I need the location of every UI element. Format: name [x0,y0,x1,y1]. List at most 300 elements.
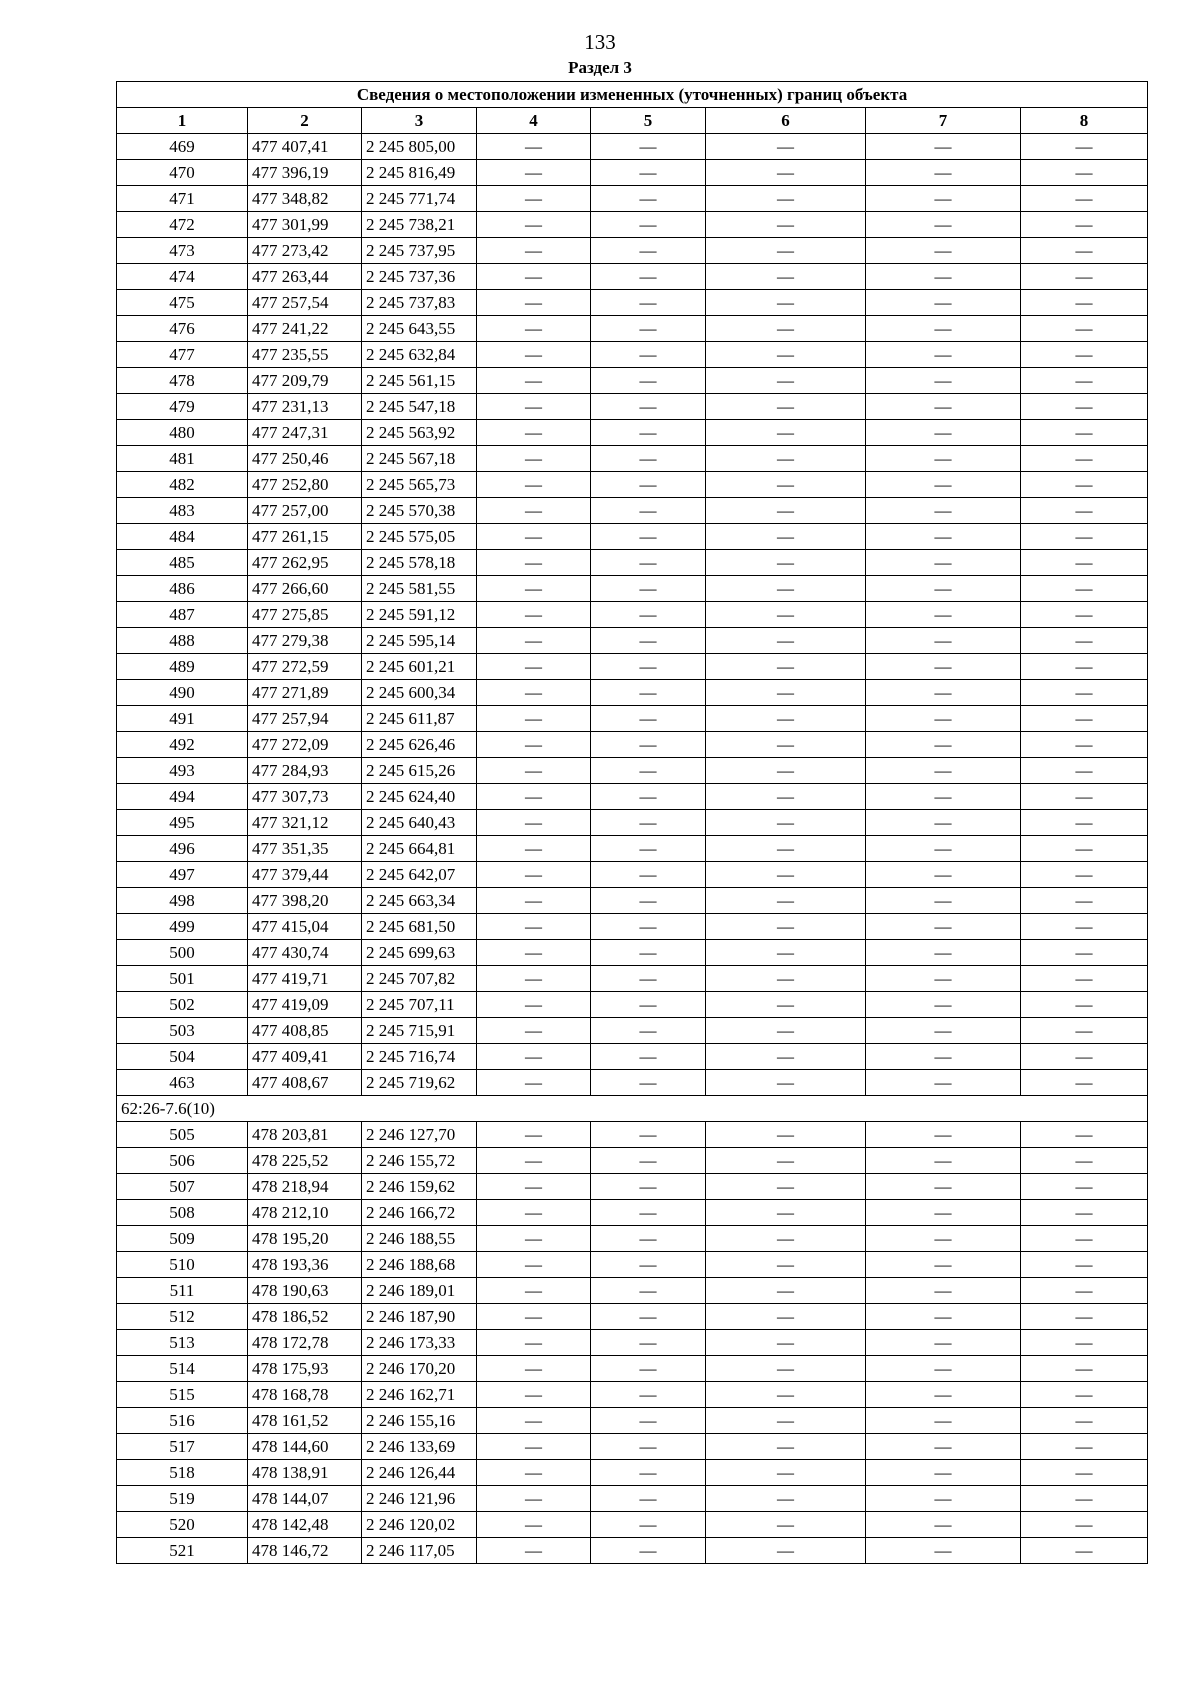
empty-cell-col-4: — [477,992,591,1018]
empty-cell-col-4: — [477,1512,591,1538]
empty-cell-col-6: — [706,498,866,524]
empty-cell-col-7: — [866,316,1021,342]
empty-cell-col-6: — [706,576,866,602]
y-coordinate-cell: 2 246 121,96 [362,1486,477,1512]
x-coordinate-cell: 477 235,55 [248,342,362,368]
point-number-cell: 490 [117,680,248,706]
empty-cell-col-4: — [477,264,591,290]
y-coordinate-cell: 2 245 575,05 [362,524,477,550]
y-coordinate-cell: 2 245 591,12 [362,602,477,628]
empty-cell-col-7: — [866,160,1021,186]
empty-cell-col-7: — [866,186,1021,212]
empty-cell-col-5: — [591,888,706,914]
empty-cell-col-8: — [1021,810,1148,836]
empty-cell-col-5: — [591,576,706,602]
empty-cell-col-5: — [591,1512,706,1538]
empty-cell-col-5: — [591,1174,706,1200]
empty-cell-col-6: — [706,394,866,420]
x-coordinate-cell: 477 396,19 [248,160,362,186]
empty-cell-col-5: — [591,186,706,212]
empty-cell-col-8: — [1021,628,1148,654]
point-number-cell: 509 [117,1226,248,1252]
table-row [117,1174,1148,1200]
point-number-cell: 489 [117,654,248,680]
point-number-cell: 520 [117,1512,248,1538]
empty-cell-col-7: — [866,836,1021,862]
table-row [117,758,1148,784]
x-coordinate-cell: 478 190,63 [248,1278,362,1304]
x-coordinate-cell: 478 212,10 [248,1200,362,1226]
empty-cell-col-4: — [477,940,591,966]
y-coordinate-cell: 2 246 188,55 [362,1226,477,1252]
empty-cell-col-4: — [477,550,591,576]
empty-cell-col-7: — [866,862,1021,888]
y-coordinate-cell: 2 245 643,55 [362,316,477,342]
empty-cell-col-6: — [706,602,866,628]
empty-cell-col-4: — [477,342,591,368]
table-row [117,1434,1148,1460]
x-coordinate-cell: 477 257,94 [248,706,362,732]
empty-cell-col-8: — [1021,420,1148,446]
y-coordinate-cell: 2 245 664,81 [362,836,477,862]
y-coordinate-cell: 2 246 117,05 [362,1538,477,1564]
empty-cell-col-7: — [866,238,1021,264]
column-header-2: 2 [248,108,362,134]
y-coordinate-cell: 2 246 162,71 [362,1382,477,1408]
point-number-cell: 498 [117,888,248,914]
empty-cell-col-4: — [477,1538,591,1564]
empty-cell-col-6: — [706,342,866,368]
empty-cell-col-8: — [1021,862,1148,888]
empty-cell-col-6: — [706,290,866,316]
empty-cell-col-7: — [866,524,1021,550]
point-number-cell: 496 [117,836,248,862]
y-coordinate-cell: 2 245 737,95 [362,238,477,264]
empty-cell-col-4: — [477,1382,591,1408]
table-row [117,914,1148,940]
empty-cell-col-8: — [1021,784,1148,810]
empty-cell-col-8: — [1021,1278,1148,1304]
empty-cell-col-6: — [706,1382,866,1408]
point-number-cell: 495 [117,810,248,836]
empty-cell-col-7: — [866,394,1021,420]
empty-cell-col-6: — [706,862,866,888]
table-row [117,264,1148,290]
empty-cell-col-7: — [866,264,1021,290]
empty-cell-col-5: — [591,1486,706,1512]
empty-cell-col-7: — [866,420,1021,446]
point-number-cell: 474 [117,264,248,290]
empty-cell-col-5: — [591,784,706,810]
empty-cell-col-5: — [591,654,706,680]
column-header-row [117,108,1148,134]
x-coordinate-cell: 477 271,89 [248,680,362,706]
table-row [117,862,1148,888]
x-coordinate-cell: 477 257,00 [248,498,362,524]
table-row [117,238,1148,264]
y-coordinate-cell: 2 245 640,43 [362,810,477,836]
x-coordinate-cell: 477 247,31 [248,420,362,446]
empty-cell-col-6: — [706,706,866,732]
empty-cell-col-8: — [1021,1538,1148,1564]
y-coordinate-cell: 2 245 681,50 [362,914,477,940]
y-coordinate-cell: 2 245 595,14 [362,628,477,654]
column-header-1: 1 [117,108,248,134]
x-coordinate-cell: 477 209,79 [248,368,362,394]
empty-cell-col-6: — [706,524,866,550]
empty-cell-col-7: — [866,1226,1021,1252]
table-row [117,1148,1148,1174]
empty-cell-col-8: — [1021,394,1148,420]
x-coordinate-cell: 477 348,82 [248,186,362,212]
empty-cell-col-7: — [866,888,1021,914]
point-number-cell: 507 [117,1174,248,1200]
empty-cell-col-6: — [706,914,866,940]
y-coordinate-cell: 2 246 166,72 [362,1200,477,1226]
empty-cell-col-7: — [866,1148,1021,1174]
y-coordinate-cell: 2 245 719,62 [362,1070,477,1096]
y-coordinate-cell: 2 245 816,49 [362,160,477,186]
empty-cell-col-7: — [866,1174,1021,1200]
empty-cell-col-6: — [706,836,866,862]
empty-cell-col-6: — [706,264,866,290]
empty-cell-col-4: — [477,1122,591,1148]
empty-cell-col-6: — [706,238,866,264]
table-row [117,1122,1148,1148]
empty-cell-col-7: — [866,654,1021,680]
y-coordinate-cell: 2 245 561,15 [362,368,477,394]
empty-cell-col-5: — [591,212,706,238]
point-number-cell: 471 [117,186,248,212]
y-coordinate-cell: 2 246 120,02 [362,1512,477,1538]
empty-cell-col-4: — [477,914,591,940]
column-header-6: 6 [706,108,866,134]
x-coordinate-cell: 477 250,46 [248,446,362,472]
y-coordinate-cell: 2 245 547,18 [362,394,477,420]
x-coordinate-cell: 477 398,20 [248,888,362,914]
empty-cell-col-4: — [477,1044,591,1070]
x-coordinate-cell: 477 263,44 [248,264,362,290]
empty-cell-col-5: — [591,810,706,836]
x-coordinate-cell: 477 252,80 [248,472,362,498]
y-coordinate-cell: 2 246 127,70 [362,1122,477,1148]
x-coordinate-cell: 477 408,67 [248,1070,362,1096]
empty-cell-col-8: — [1021,992,1148,1018]
point-number-cell: 476 [117,316,248,342]
empty-cell-col-4: — [477,1226,591,1252]
page-number: 133 [584,30,616,54]
empty-cell-col-5: — [591,1304,706,1330]
empty-cell-col-6: — [706,1512,866,1538]
empty-cell-col-8: — [1021,1018,1148,1044]
x-coordinate-cell: 477 419,71 [248,966,362,992]
y-coordinate-cell: 2 245 738,21 [362,212,477,238]
x-coordinate-cell: 477 408,85 [248,1018,362,1044]
point-number-cell: 491 [117,706,248,732]
table-row [117,290,1148,316]
point-number-cell: 473 [117,238,248,264]
empty-cell-col-8: — [1021,1122,1148,1148]
empty-cell-col-7: — [866,1122,1021,1148]
empty-cell-col-5: — [591,264,706,290]
x-coordinate-cell: 478 203,81 [248,1122,362,1148]
empty-cell-col-7: — [866,628,1021,654]
empty-cell-col-5: — [591,446,706,472]
x-coordinate-cell: 477 275,85 [248,602,362,628]
table-row [117,1200,1148,1226]
x-coordinate-cell: 477 257,54 [248,290,362,316]
empty-cell-col-7: — [866,1070,1021,1096]
x-coordinate-cell: 477 415,04 [248,914,362,940]
empty-cell-col-7: — [866,810,1021,836]
y-coordinate-cell: 2 245 716,74 [362,1044,477,1070]
empty-cell-col-8: — [1021,966,1148,992]
point-number-cell: 485 [117,550,248,576]
empty-cell-col-7: — [866,576,1021,602]
empty-cell-col-4: — [477,966,591,992]
empty-cell-col-5: — [591,966,706,992]
empty-cell-col-6: — [706,134,866,160]
empty-cell-col-8: — [1021,1356,1148,1382]
y-coordinate-cell: 2 245 805,00 [362,134,477,160]
empty-cell-col-7: — [866,1460,1021,1486]
empty-cell-col-5: — [591,862,706,888]
table-row [117,836,1148,862]
y-coordinate-cell: 2 245 581,55 [362,576,477,602]
point-number-cell: 470 [117,160,248,186]
table-row [117,706,1148,732]
empty-cell-col-7: — [866,1486,1021,1512]
empty-cell-col-7: — [866,342,1021,368]
empty-cell-col-6: — [706,888,866,914]
empty-cell-col-7: — [866,732,1021,758]
empty-cell-col-5: — [591,1018,706,1044]
empty-cell-col-4: — [477,1304,591,1330]
x-coordinate-cell: 477 430,74 [248,940,362,966]
point-number-cell: 497 [117,862,248,888]
empty-cell-col-5: — [591,1252,706,1278]
empty-cell-col-4: — [477,1460,591,1486]
table-row [117,1460,1148,1486]
empty-cell-col-4: — [477,732,591,758]
empty-cell-col-6: — [706,1304,866,1330]
y-coordinate-cell: 2 245 624,40 [362,784,477,810]
empty-cell-col-6: — [706,1356,866,1382]
empty-cell-col-4: — [477,212,591,238]
x-coordinate-cell: 477 272,09 [248,732,362,758]
empty-cell-col-6: — [706,186,866,212]
empty-cell-col-8: — [1021,472,1148,498]
table-row [117,602,1148,628]
point-number-cell: 493 [117,758,248,784]
x-coordinate-cell: 477 307,73 [248,784,362,810]
empty-cell-col-8: — [1021,706,1148,732]
y-coordinate-cell: 2 245 615,26 [362,758,477,784]
empty-cell-col-5: — [591,758,706,784]
empty-cell-col-8: — [1021,1070,1148,1096]
table-row [117,498,1148,524]
empty-cell-col-5: — [591,1148,706,1174]
empty-cell-col-5: — [591,394,706,420]
table-row [117,576,1148,602]
y-coordinate-cell: 2 245 715,91 [362,1018,477,1044]
y-coordinate-cell: 2 245 632,84 [362,342,477,368]
point-number-cell: 505 [117,1122,248,1148]
empty-cell-col-5: — [591,1122,706,1148]
point-number-cell: 494 [117,784,248,810]
point-number-cell: 518 [117,1460,248,1486]
table-row [117,212,1148,238]
y-coordinate-cell: 2 246 155,72 [362,1148,477,1174]
empty-cell-col-4: — [477,810,591,836]
x-coordinate-cell: 478 144,60 [248,1434,362,1460]
empty-cell-col-6: — [706,1122,866,1148]
empty-cell-col-6: — [706,550,866,576]
table-row [117,420,1148,446]
table-row [117,524,1148,550]
empty-cell-col-5: — [591,290,706,316]
y-coordinate-cell: 2 246 187,90 [362,1304,477,1330]
empty-cell-col-8: — [1021,264,1148,290]
empty-cell-col-6: — [706,368,866,394]
empty-cell-col-4: — [477,576,591,602]
y-coordinate-cell: 2 246 188,68 [362,1252,477,1278]
empty-cell-col-4: — [477,368,591,394]
point-number-cell: 477 [117,342,248,368]
table-row [117,654,1148,680]
x-coordinate-cell: 477 407,41 [248,134,362,160]
point-number-cell: 481 [117,446,248,472]
point-number-cell: 516 [117,1408,248,1434]
empty-cell-col-4: — [477,1408,591,1434]
y-coordinate-cell: 2 246 126,44 [362,1460,477,1486]
empty-cell-col-7: — [866,680,1021,706]
empty-cell-col-7: — [866,706,1021,732]
point-number-cell: 514 [117,1356,248,1382]
column-header-8: 8 [1021,108,1148,134]
empty-cell-col-5: — [591,238,706,264]
x-coordinate-cell: 478 225,52 [248,1148,362,1174]
point-number-cell: 472 [117,212,248,238]
point-number-cell: 511 [117,1278,248,1304]
y-coordinate-cell: 2 246 189,01 [362,1278,477,1304]
table-row [117,1512,1148,1538]
y-coordinate-cell: 2 245 611,87 [362,706,477,732]
empty-cell-col-8: — [1021,342,1148,368]
x-coordinate-cell: 477 419,09 [248,992,362,1018]
table-row [117,1018,1148,1044]
table-row [117,1278,1148,1304]
empty-cell-col-5: — [591,706,706,732]
empty-cell-col-5: — [591,940,706,966]
y-coordinate-cell: 2 245 663,34 [362,888,477,914]
empty-cell-col-8: — [1021,1486,1148,1512]
y-coordinate-cell: 2 245 565,73 [362,472,477,498]
table-row [117,940,1148,966]
table-row [117,1382,1148,1408]
empty-cell-col-4: — [477,238,591,264]
empty-cell-col-7: — [866,1330,1021,1356]
empty-cell-col-6: — [706,966,866,992]
table-row [117,446,1148,472]
table-row [117,784,1148,810]
y-coordinate-cell: 2 245 601,21 [362,654,477,680]
table-title: Сведения о местоположении измененных (уточненных) границ объекта [117,82,1148,108]
empty-cell-col-4: — [477,316,591,342]
x-coordinate-cell: 477 231,13 [248,394,362,420]
empty-cell-col-4: — [477,706,591,732]
table-row [117,160,1148,186]
empty-cell-col-4: — [477,1174,591,1200]
empty-cell-col-8: — [1021,134,1148,160]
boundary-coordinates-table [116,81,1148,1564]
empty-cell-col-4: — [477,888,591,914]
x-coordinate-cell: 477 301,99 [248,212,362,238]
point-number-cell: 488 [117,628,248,654]
empty-cell-col-8: — [1021,1226,1148,1252]
empty-cell-col-4: — [477,446,591,472]
empty-cell-col-5: — [591,1044,706,1070]
table-row [117,1044,1148,1070]
point-number-cell: 500 [117,940,248,966]
point-number-cell: 487 [117,602,248,628]
point-number-cell: 508 [117,1200,248,1226]
empty-cell-col-7: — [866,1018,1021,1044]
empty-cell-col-7: — [866,602,1021,628]
empty-cell-col-8: — [1021,524,1148,550]
empty-cell-col-8: — [1021,1174,1148,1200]
table-row [117,472,1148,498]
y-coordinate-cell: 2 245 567,18 [362,446,477,472]
empty-cell-col-4: — [477,420,591,446]
point-number-cell: 492 [117,732,248,758]
empty-cell-col-8: — [1021,1200,1148,1226]
empty-cell-col-6: — [706,1070,866,1096]
table-row [117,316,1148,342]
empty-cell-col-5: — [591,732,706,758]
table-row [117,394,1148,420]
x-coordinate-cell: 477 272,59 [248,654,362,680]
x-coordinate-cell: 478 146,72 [248,1538,362,1564]
empty-cell-col-5: — [591,550,706,576]
point-number-cell: 504 [117,1044,248,1070]
empty-cell-col-6: — [706,940,866,966]
point-number-cell: 510 [117,1252,248,1278]
empty-cell-col-5: — [591,680,706,706]
empty-cell-col-5: — [591,1460,706,1486]
group-label-row [117,1096,1148,1122]
empty-cell-col-6: — [706,810,866,836]
y-coordinate-cell: 2 245 737,36 [362,264,477,290]
empty-cell-col-7: — [866,1252,1021,1278]
empty-cell-col-5: — [591,992,706,1018]
x-coordinate-cell: 478 172,78 [248,1330,362,1356]
empty-cell-col-4: — [477,1200,591,1226]
point-number-cell: 503 [117,1018,248,1044]
x-coordinate-cell: 478 142,48 [248,1512,362,1538]
empty-cell-col-6: — [706,1174,866,1200]
empty-cell-col-5: — [591,1226,706,1252]
empty-cell-col-5: — [591,498,706,524]
point-number-cell: 512 [117,1304,248,1330]
empty-cell-col-8: — [1021,550,1148,576]
empty-cell-col-6: — [706,654,866,680]
point-number-cell: 483 [117,498,248,524]
empty-cell-col-7: — [866,1512,1021,1538]
x-coordinate-cell: 478 186,52 [248,1304,362,1330]
empty-cell-col-7: — [866,1304,1021,1330]
empty-cell-col-7: — [866,1044,1021,1070]
